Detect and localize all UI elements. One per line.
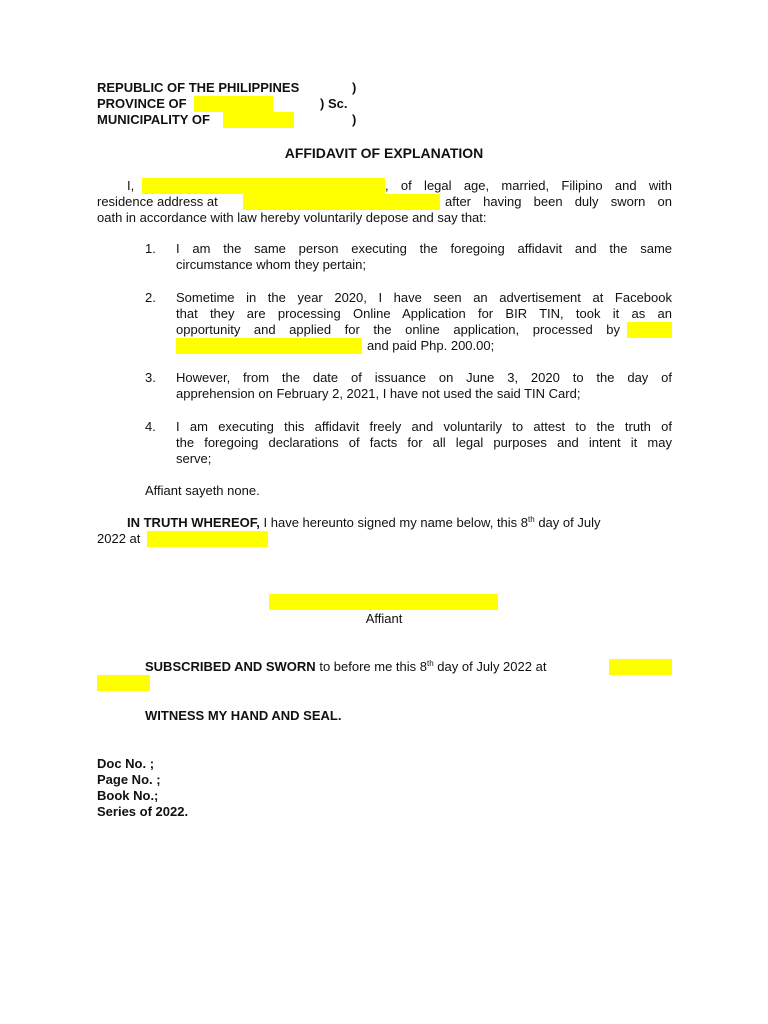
notary-doc: Doc No. ; — [97, 756, 155, 771]
venue-republic: REPUBLIC OF THE PHILIPPINES — [97, 80, 300, 95]
affiant-sayeth: Affiant sayeth none. — [145, 483, 260, 498]
venue-sc: ) Sc. — [320, 96, 348, 111]
truth-line2: 2022 at — [97, 531, 141, 546]
item-3-line1: However, from the date of issuance on June 3, 2020 to the day of — [176, 370, 672, 385]
address-redaction — [243, 194, 440, 210]
sworn-place-redaction-2 — [97, 675, 150, 691]
municipality-redaction — [223, 112, 294, 128]
truth-bold: IN TRUTH WHEREOF, — [127, 515, 260, 530]
truth-line1 — [127, 515, 600, 531]
notary-page: Page No. ; — [97, 772, 161, 787]
venue-paren-1: ) — [352, 80, 357, 95]
intro-residence: residence address at — [97, 194, 218, 209]
document-title: AFFIDAVIT OF EXPLANATION — [284, 145, 484, 161]
item-2-line2: that they are processing Online Application for BIR TIN, took it as an — [176, 306, 672, 321]
venue-municipality: MUNICIPALITY OF — [97, 112, 210, 127]
processor-redaction-2 — [176, 338, 362, 354]
province-redaction — [194, 96, 273, 112]
intro-i: I, — [127, 178, 135, 193]
witness-line: WITNESS MY HAND AND SEAL. — [145, 708, 342, 723]
truth-tail: day of July — [538, 515, 601, 530]
sworn-bold: SUBSCRIBED AND SWORN — [145, 659, 316, 674]
processor-redaction-1 — [627, 322, 672, 338]
affiant-label: Affiant — [365, 611, 403, 626]
item-4-line3: serve; — [176, 451, 212, 466]
item-4-line1: I am executing this affidavit freely and voluntarily to attest to the truth of — [176, 419, 672, 434]
item-2-line4: and paid Php. 200.00; — [367, 338, 495, 353]
name-redaction — [142, 178, 385, 194]
notary-book: Book No.; — [97, 788, 159, 803]
signing-place-redaction — [147, 531, 268, 547]
item-1-number: 1. — [145, 241, 156, 256]
item-3-line2: apprehension on February 2, 2021, I have not used the said TIN Card; — [176, 386, 581, 401]
item-1-line2: circumstance whom they pertain; — [176, 257, 367, 272]
venue-paren-2: ) — [352, 112, 357, 127]
item-4-line2: the foregoing declarations of facts for all legal purposes and intent it may — [176, 435, 672, 450]
item-4-number: 4. — [145, 419, 156, 434]
sworn-place-redaction-1 — [609, 659, 672, 675]
venue-province: PROVINCE OF — [97, 96, 187, 111]
sworn-sup: th — [427, 659, 434, 668]
sworn-tail: day of July 2022 at — [437, 659, 547, 674]
truth-sup: th — [528, 515, 535, 524]
item-2-line3: opportunity and applied for the online application, processed by — [176, 322, 620, 337]
intro-line2-rest: after having been duly sworn on — [445, 194, 672, 209]
intro-line1-rest: , of legal age, married, Filipino and with — [385, 178, 672, 193]
item-1-line1: I am the same person executing the foregoing affidavit and the same — [176, 241, 672, 256]
item-2-number: 2. — [145, 290, 156, 305]
truth-rest: I have hereunto signed my name below, this 8 — [263, 515, 529, 530]
item-3-number: 3. — [145, 370, 156, 385]
notary-series: Series of 2022. — [97, 804, 189, 819]
sworn-rest: to before me this 8 — [319, 659, 427, 674]
sworn-line — [145, 659, 546, 675]
item-2-line1: Sometime in the year 2020, I have seen an advertisement at Facebook — [176, 290, 672, 305]
affiant-signature-redaction — [269, 594, 498, 610]
intro-line3: oath in accordance with law hereby voluntarily depose and say that: — [97, 210, 487, 225]
